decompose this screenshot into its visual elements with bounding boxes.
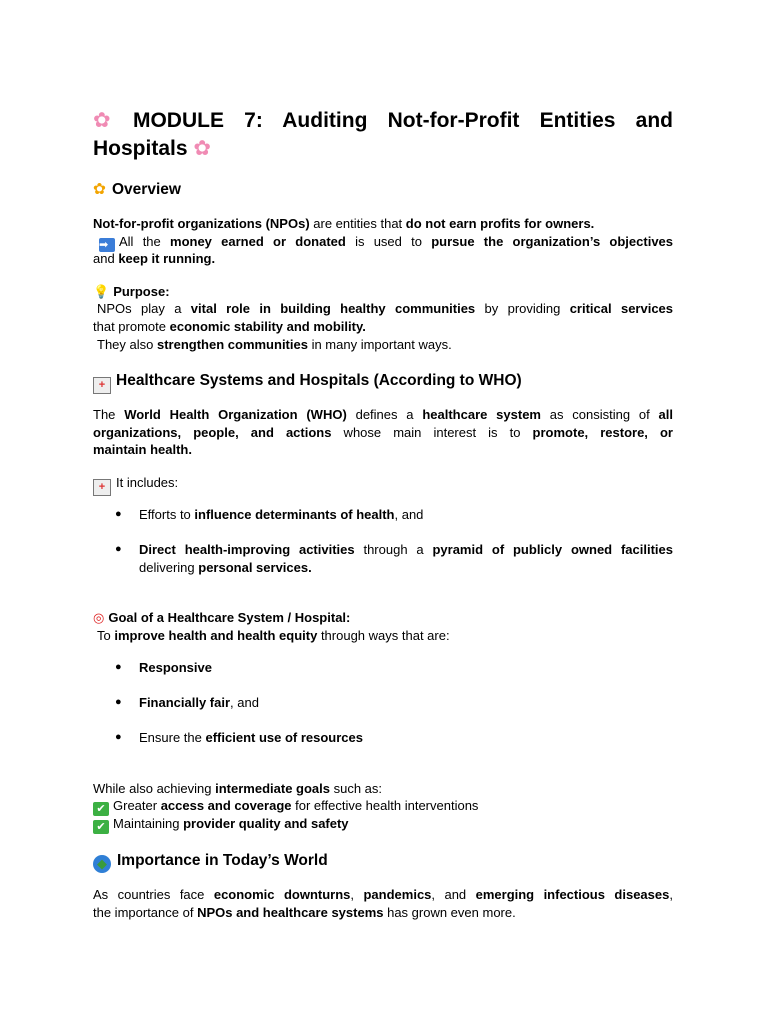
cherry-blossom-icon: ✿	[193, 137, 211, 160]
who-definition-line1: The World Health Organization (WHO) defines a healthcare system as consisting of all	[93, 407, 674, 422]
purpose-line1: NPOs play a vital role in building healthy communities by providing critical services	[97, 301, 674, 316]
includes-label: + It includes:	[93, 474, 673, 496]
check-mark-icon: ✔	[93, 820, 109, 834]
goal-statement: To improve health and health equity through ways that are:	[97, 628, 450, 643]
check-mark-icon: ✔	[93, 802, 109, 816]
intermediate-goal-2: ✔ Maintaining provider quality and safety	[93, 815, 673, 834]
list-item	[93, 659, 673, 677]
lightbulb-icon: 💡	[93, 284, 110, 299]
hospital-icon: +	[93, 479, 111, 496]
healthcare-heading: + Healthcare Systems and Hospitals (According to WHO)	[93, 371, 673, 394]
target-icon: ◎	[93, 610, 105, 625]
hospital-icon: +	[93, 377, 111, 394]
module-title-line1: ✿ MODULE 7: Auditing Not-for-Profit Entities and	[93, 109, 673, 132]
bullet-icon: ●	[115, 543, 122, 555]
who-definition-line3: maintain health.	[93, 442, 192, 457]
include-item-1: Efforts to influence determinants of health, and	[139, 507, 424, 522]
purpose-line3: They also strengthen communities in many important ways.	[97, 337, 452, 352]
blossom-icon: ✿	[93, 181, 106, 198]
globe-icon: ◆	[93, 855, 111, 873]
bullet-icon: ●	[115, 508, 122, 520]
list-item	[93, 541, 673, 577]
module-title-line2: Hospitals ✿	[93, 137, 211, 160]
npo-definition: Not-for-profit organizations (NPOs) are entities that do not earn profits for owners.	[93, 216, 595, 231]
goal-item-2: Financially fair, and	[139, 695, 259, 710]
list-item	[93, 694, 673, 712]
cherry-blossom-icon: ✿	[93, 109, 125, 132]
bullet-icon: ●	[115, 696, 122, 708]
include-item-2-line1: Direct health-improving activities through a pyramid of publicly owned facilities	[139, 542, 673, 557]
bullet-icon: ●	[115, 661, 122, 673]
npo-funds-line1: ➡ All the money earned or donated is used to pursue the organization’s objectives	[99, 234, 674, 251]
list-item	[93, 506, 673, 524]
goal-label: ◎ Goal of a Healthcare System / Hospital:	[93, 610, 351, 625]
bullet-icon: ●	[115, 731, 122, 743]
right-arrow-icon: ➡	[99, 238, 115, 252]
intermediate-goal-1: ✔ Greater access and coverage for effective health interventions	[93, 797, 673, 816]
importance-line2: the importance of NPOs and healthcare systems has grown even more.	[93, 905, 516, 920]
overview-heading: ✿ Overview	[93, 181, 181, 198]
importance-line1: As countries face economic downturns, pandemics, and emerging infectious diseases,	[93, 887, 673, 902]
goal-item-3: Ensure the efficient use of resources	[139, 730, 363, 745]
npo-funds-line2: and keep it running.	[93, 251, 216, 266]
list-item	[93, 729, 673, 747]
intermediate-goals-intro: While also achieving intermediate goals such as:	[93, 781, 383, 796]
who-definition-line2: organizations, people, and actions whose main interest is to promote, restore, or	[93, 425, 673, 440]
purpose-label: 💡 Purpose:	[93, 284, 170, 299]
importance-heading: ◆ Importance in Today’s World	[93, 851, 673, 873]
goal-item-1: Responsive	[139, 660, 212, 675]
purpose-line2: that promote economic stability and mobility.	[93, 319, 366, 334]
include-item-2-line2: delivering personal services.	[139, 560, 312, 575]
